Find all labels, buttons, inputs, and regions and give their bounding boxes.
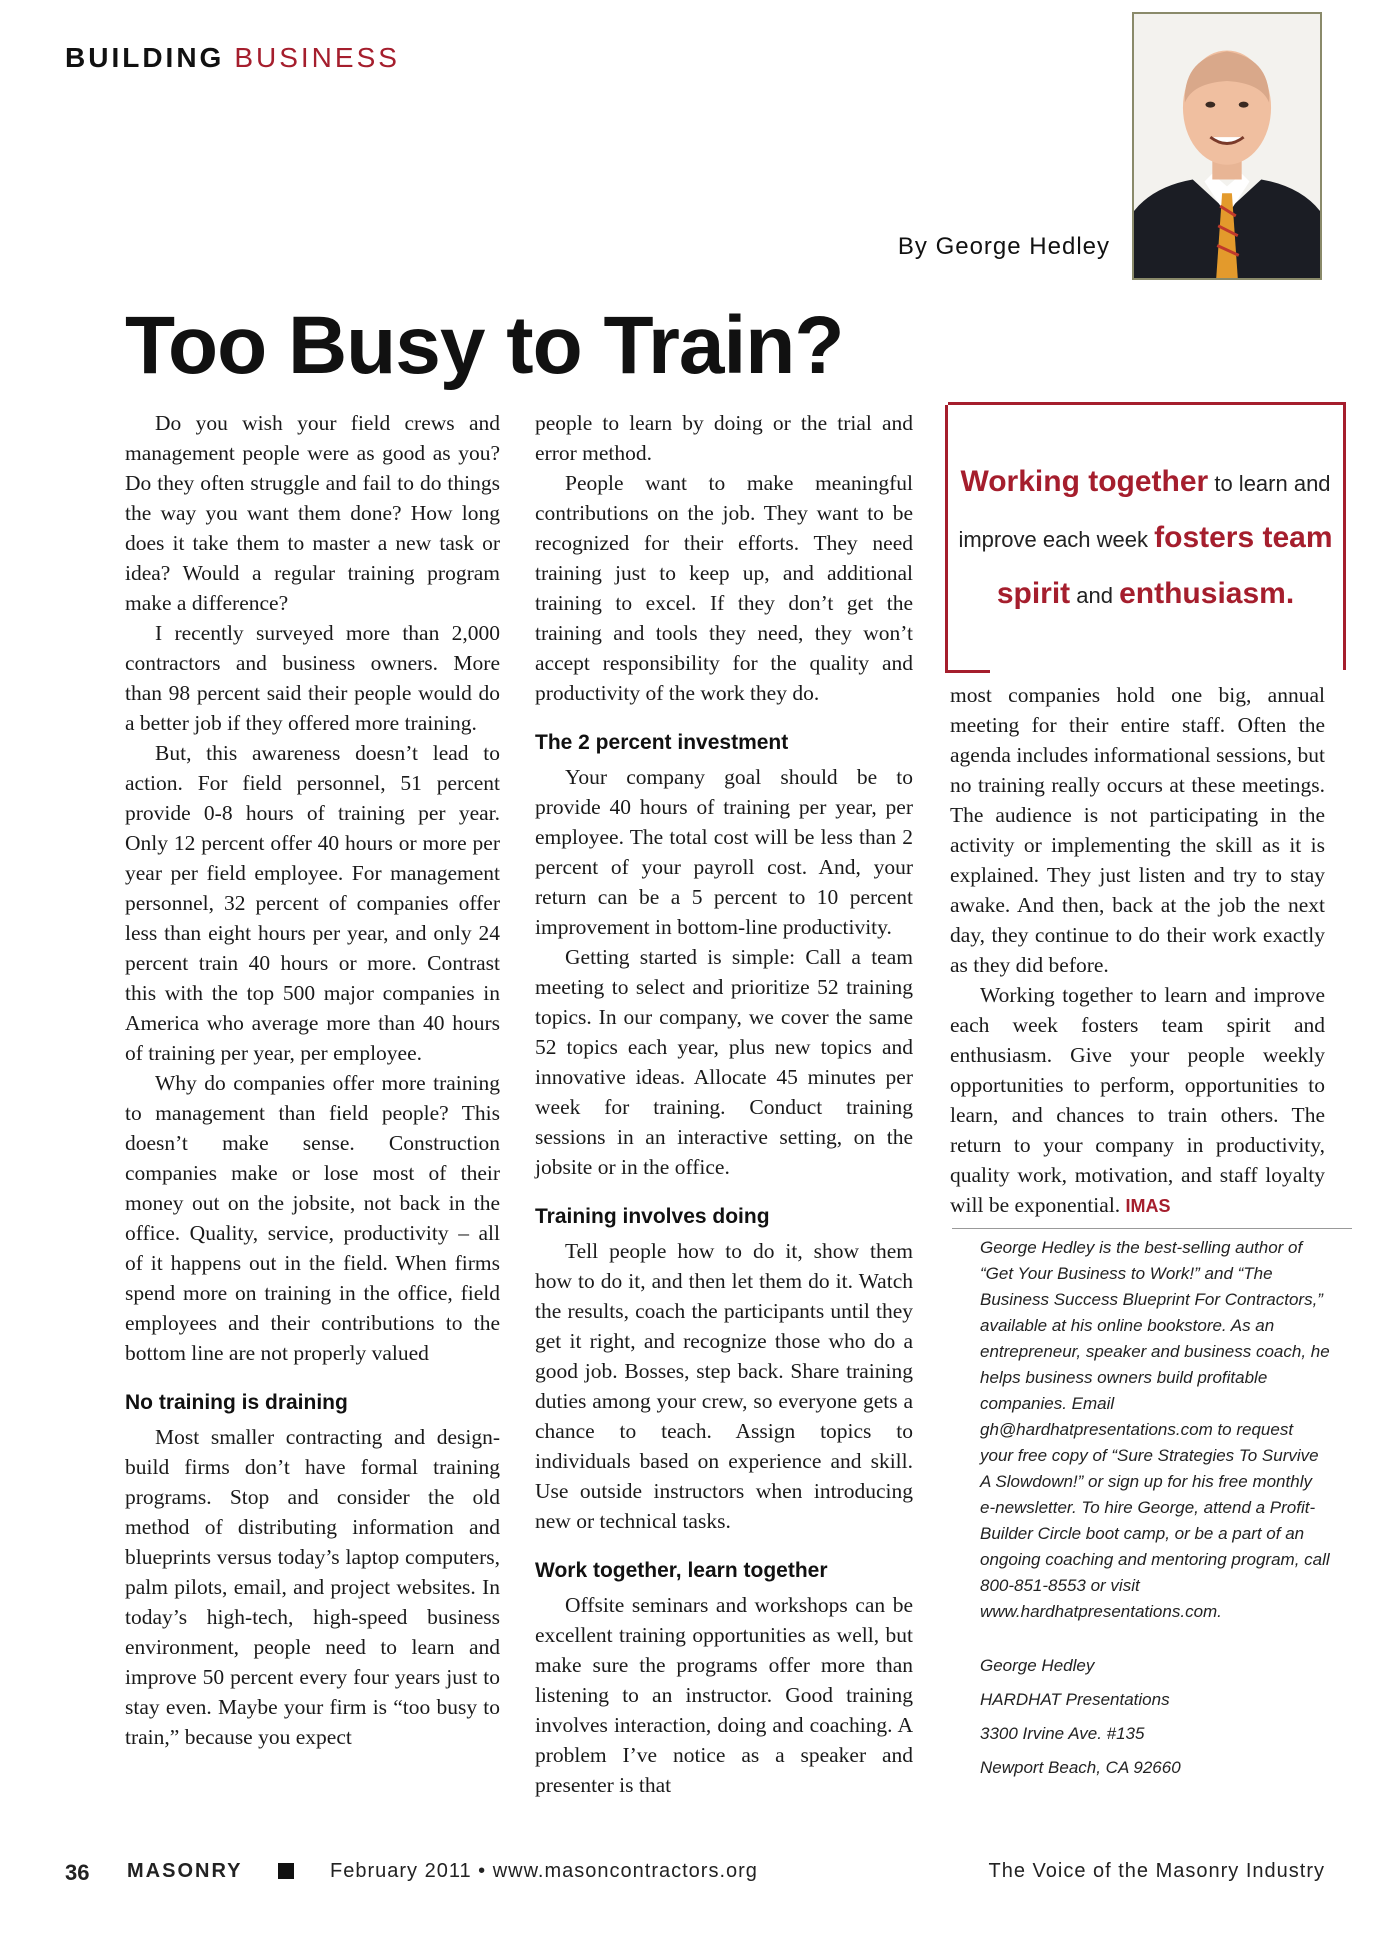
- paragraph: Tell people how to do it, show them how to do it, and then let them do it. Watch the results, coach the participants until they get it right, and recognize those who do a good job. Bosses, step back. Share training duties among your crew, so everyone gets a chance to teach. Assign topics to individuals based on experience and skill. Use outside instructors when introducing new or technical tasks.: [535, 1239, 913, 1533]
- pull-quote-highlight: enthusiasm.: [1119, 577, 1295, 610]
- paragraph: Offsite seminars and workshops can be excellent training opportunities as well, but make sure the programs offer more than listening to an instructor. Good training involves interaction, doing and coaching. A problem I’ve notice as a speaker and presenter is that: [535, 1593, 913, 1797]
- paragraph: Most smaller contracting and design-build firms don’t have formal training programs. Stop and consider the old method of distributing information and blueprints versus today’s laptop computers, palm pilots, email, and project websites. In today’s high-tech, high-speed business environment, people need to learn and improve 50 percent every four years just to stay even. Maybe your firm is “too busy to train,” because you expect: [125, 1425, 500, 1749]
- section-label-word2: BUSINESS: [234, 42, 400, 73]
- subheading-no-training: No training is draining: [125, 1391, 348, 1414]
- article-column-3: [950, 680, 1325, 1221]
- author-city: Newport Beach, CA 92660: [980, 1758, 1181, 1777]
- author-name: George Hedley: [980, 1656, 1095, 1675]
- byline: By George Hedley: [897, 233, 1110, 260]
- author-company: HARDHAT Presentations: [980, 1690, 1170, 1709]
- paragraph-text: Working together to learn and improve each week fosters team spirit and enthusiasm. Give your people weekly opportunities to perform, opportunities to learn, and chances to train others. The return to your company in productivity, quality work, motivation, and staff loyalty will be exponential.: [950, 983, 1325, 1217]
- bio-text: George Hedley is the best-selling author of “Get Your Business to Work!” and “The Business Success Blueprint For Contractors,” available at his online bookstore. As an entrepreneur, speaker and business coach, he helps business owners build profitable companies. Email gh@hardhatpresentations.com to request your free copy of “Sure Strategies To Survive A Slowdown!” or sign up for his free monthly e-newsletter. To hire George, attend a Profit-Builder Circle boot camp, or be a part of an ongoing coaching and mentoring program, call 800-851-8553 or visit www.hardhatpresentations.com.: [980, 1238, 1330, 1621]
- paragraph: most companies hold one big, annual meeting for their entire staff. Often the agenda includes informational sessions, but no training really occurs at these meetings. The audience is not participating in the activity or implementing the skill as it is explained. They just listen and try to stay awake. And then, back at the job the next day, they continue to do their work exactly as they did before.: [950, 683, 1325, 977]
- section-label-word1: BUILDING: [65, 42, 225, 73]
- paragraph: Your company goal should be to provide 40 hours of training per year, per employee. The total cost will be less than 2 percent of your payroll cost. And, your return can be a 5 percent to 10 percent improvement in bottom-line productivity.: [535, 765, 913, 939]
- subheading-2-percent: The 2 percent investment: [535, 731, 789, 754]
- paragraph: people to learn by doing or the trial and error method.: [535, 411, 913, 465]
- pull-quote-text: and: [1070, 583, 1120, 608]
- magazine-name: MASONRY: [127, 1860, 243, 1882]
- paragraph: Getting started is simple: Call a team meeting to select and prioritize 52 training topics. In our company, we cover the same 52 topics each year, plus new topics and innovative ideas. Allocate 45 minutes per week for training. Conduct training sessions in an interactive setting, on the jobsite or in the office.: [535, 945, 913, 1179]
- paragraph: I recently surveyed more than 2,000 contractors and business owners. More than 98 percent said their people would do a better job if they offered more training.: [125, 621, 500, 735]
- section-label: [65, 42, 400, 74]
- author-bio: [952, 1228, 1352, 1785]
- paragraph: But, this awareness doesn’t lead to action. For field personnel, 51 percent provide 0-8 hours of training per year. Only 12 percent offer 40 hours or more per year per field employee. For management personnel, 32 percent of companies offer less than eight hours per year, and only 24 percent train 40 hours or more. Contrast this with the top 500 major companies in America who average more than 40 hours of training per year, per employee.: [125, 741, 500, 1065]
- author-portrait-icon: [1132, 12, 1322, 280]
- square-bullet-icon: [278, 1863, 294, 1879]
- article-column-1: [125, 408, 500, 1752]
- page-footer: [0, 1860, 1395, 1890]
- pull-quote-highlight: Working together: [960, 465, 1209, 498]
- paragraph: [950, 980, 1325, 1221]
- paragraph: Why do companies offer more training to management than field people? This doesn’t make sense. Construction companies make or lose most of their money out on the jobsite, not back in the office. Quality, service, productivity – all of it happens out in the field. When firms spend more on training in the office, field employees and their contributions to the bottom line are not properly valued: [125, 1071, 500, 1365]
- subheading-training-doing: Training involves doing: [535, 1205, 770, 1228]
- subheading-work-together: Work together, learn together: [535, 1559, 828, 1582]
- paragraph: People want to make meaningful contributions on the job. They want to be recognized for their efforts. They need training just to keep up, and additional training to excel. If they don’t get the training and tools they need, they won’t accept responsibility for the quality and productivity of the work they do.: [535, 471, 913, 705]
- end-mark: IMAS: [1125, 1196, 1171, 1216]
- paragraph: Do you wish your field crews and management people were as good as you? Do they often struggle and fail to do things the way you want them done? How long does it take them to master a new task or idea? Would a regular training program make a difference?: [125, 411, 500, 615]
- author-street: 3300 Irvine Ave. #135: [980, 1724, 1145, 1743]
- pull-quote-text: to learn and improve each week: [958, 471, 1331, 552]
- page-number: 36: [65, 1860, 90, 1885]
- article-column-2: [535, 408, 913, 1800]
- author-address: [952, 1649, 1352, 1785]
- headline: Too Busy to Train?: [125, 300, 844, 391]
- magazine-tagline: The Voice of the Masonry Industry: [988, 1860, 1325, 1882]
- pull-quote: [948, 402, 1346, 670]
- issue-info: February 2011 • www.masoncontractors.org: [330, 1860, 758, 1882]
- pull-quote-highlight: fosters team spirit: [996, 521, 1333, 610]
